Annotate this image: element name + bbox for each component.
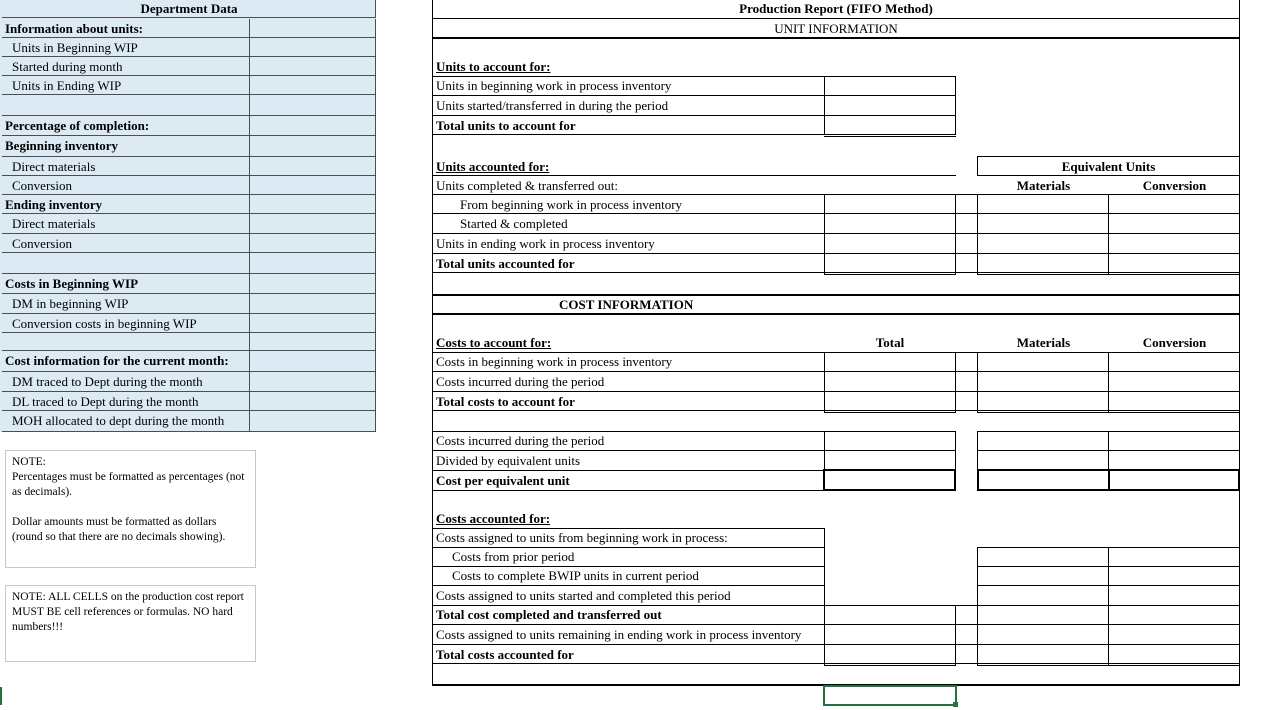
row-label-cell[interactable] [2,214,250,233]
total-cost-completed-label: Total cost completed and transferred out [436,607,662,622]
units-accounted-value-cells[interactable] [824,194,1240,274]
costs-accounted-for-label: Costs accounted for: [436,511,551,526]
row-label: Ending inventory [5,197,103,212]
units-completed-label: Units completed & transferred out: [436,178,618,193]
department-data-row [2,314,376,333]
note-box-cell-references [5,585,256,662]
units-accounted-for-label: Units accounted for: [436,159,550,174]
row-value-cell[interactable] [250,411,376,431]
department-data-row [2,234,376,253]
costs-complete-bwip-label: Costs to complete BWIP units in current period [452,568,699,583]
unit-information-heading: UNIT INFORMATION [774,21,898,36]
row-label: MOH allocated to dept during the month [12,413,225,428]
row-value-cell[interactable] [250,38,376,56]
row-value-cell[interactable] [250,351,376,371]
row-label-cell[interactable] [2,274,250,293]
costs-beginning-label: Costs in beginning work in process inventory [436,354,673,369]
report-title: Production Report (FIFO Method) [739,1,933,16]
total-units-accounted-label: Total units accounted for [436,256,575,271]
cost-per-eu-materials-cell[interactable] [977,469,1110,491]
department-data-row [2,76,376,95]
units-ending-label: Units in ending work in process inventory [436,236,655,251]
row-label: DL traced to Dept during the month [12,394,199,409]
costs-ending-label: Costs assigned to units remaining in ending work in process inventory [436,627,802,642]
costs-incurred-label: Costs incurred during the period [436,374,605,389]
total-units-to-account-label: Total units to account for [436,118,576,133]
row-value-cell[interactable] [250,214,376,233]
total-costs-to-account-label: Total costs to account for [436,394,575,409]
note-box-formatting [5,450,256,568]
department-data-row [2,176,376,195]
units-to-account-for-label: Units to account for: [436,59,551,74]
conversion-col-label-units: Conversion [1142,178,1207,193]
row-value-cell[interactable] [250,116,376,135]
fill-handle[interactable] [953,702,958,707]
row-value-cell[interactable] [250,176,376,194]
row-label-cell[interactable] [2,57,250,75]
note-cell-references: NOTE: ALL CELLS on the production cost report MUST BE cell references or formulas. NO hard numbers!!! [12,591,244,633]
row-label-cell[interactable] [2,372,250,391]
department-data-row [2,392,376,411]
row-value-cell[interactable] [250,274,376,293]
department-data-row [2,19,376,38]
row-label-cell[interactable] [2,351,250,371]
row-value-cell[interactable] [250,19,376,37]
costs-to-account-for-label: Costs to account for: [436,335,552,350]
units-beginning-label: Units in beginning work in process inventory [436,78,672,93]
department-data-title-cell[interactable] [2,0,376,18]
total-costs-accounted-label: Total costs accounted for [436,647,574,662]
department-data-row [2,57,376,76]
row-value-cell[interactable] [250,136,376,156]
row-label: Costs in Beginning WIP [5,276,139,291]
cost-per-eu-total-cell[interactable] [823,469,956,491]
row-label: Information about units: [5,21,143,36]
row-label: Direct materials [12,159,96,174]
units-started-label: Units started/transferred in during the period [436,98,669,113]
row-label-cell[interactable] [2,136,250,156]
row-value-cell[interactable] [250,253,376,273]
row-label-cell[interactable] [2,19,250,37]
row-label: Units in Ending WIP [12,78,122,93]
row-label: Conversion costs in beginning WIP [12,316,197,331]
selected-cell[interactable] [823,685,957,706]
row-label-cell[interactable] [2,392,250,410]
materials-col-label-costs: Materials [1016,335,1071,350]
row-label-cell[interactable] [2,116,250,135]
note-heading: NOTE: [12,456,46,468]
blank-row [2,95,376,116]
row-label-cell[interactable] [2,253,250,273]
row-value-cell[interactable] [250,392,376,410]
department-data-panel [0,0,376,432]
from-beginning-label: From beginning work in process inventory [460,197,683,212]
row-label-cell[interactable] [2,333,250,350]
costs-to-account-value-cells[interactable] [824,352,1240,412]
row-label: Conversion [12,178,72,193]
row-label-cell[interactable] [2,411,250,431]
department-data-row [2,157,376,176]
total-units-to-account-value-cell[interactable] [824,115,956,135]
costs-accounted-value-cells[interactable] [824,547,1240,665]
row-label: Started during month [12,59,123,74]
cost-per-eu-conversion-cell[interactable] [1108,469,1240,491]
row-label-cell[interactable] [2,157,250,175]
costs-prior-period-label: Costs from prior period [452,549,575,564]
blank-row [2,253,376,274]
divided-by-eu-label: Divided by equivalent units [436,453,581,468]
row-label-cell[interactable] [2,314,250,332]
row-value-cell[interactable] [250,333,376,350]
total-col-label: Total [875,335,905,350]
row-label-cell[interactable] [2,234,250,252]
costs-incurred-eu-label: Costs incurred during the period [436,433,605,448]
department-data-row [2,195,376,214]
row-label-cell[interactable] [2,294,250,313]
row-label: Percentage of completion: [5,118,150,133]
costs-started-completed-label: Costs assigned to units started and completed this period [436,588,731,603]
row-label: Conversion [12,236,72,251]
department-data-row [2,294,376,314]
panel-bottom-border [2,431,376,432]
row-value-cell[interactable] [250,76,376,94]
row-value-cell[interactable] [250,57,376,75]
row-label: DM in beginning WIP [12,296,129,311]
note-percentages: Percentages must be formatted as percentages (not as decimals). [12,471,245,498]
row-value-cell[interactable] [250,294,376,313]
row-label-cell[interactable] [2,76,250,94]
department-data-row [2,372,376,392]
materials-col-label-units: Materials [1016,178,1071,193]
cost-per-eu-label: Cost per equivalent unit [436,473,570,488]
units-beginning-value-cell[interactable] [824,76,956,96]
row-label: Cost information for the current month: [5,353,229,368]
conversion-col-label-costs: Conversion [1142,335,1207,350]
department-data-row [2,136,376,157]
note-dollars: Dollar amounts must be formatted as dollars (round so that there are no decimals showing). [12,516,226,543]
department-data-row [2,274,376,294]
row-label-cell[interactable] [2,176,250,194]
equivalent-units-label: Equivalent Units [1061,159,1156,174]
row-value-cell[interactable] [250,314,376,332]
row-label-cell[interactable] [2,38,250,56]
department-data-row [2,411,376,432]
row-value-cell[interactable] [250,157,376,175]
department-data-row [2,116,376,136]
department-data-title: Department Data [140,1,238,16]
cell-cursor-marker [0,687,2,705]
row-label-cell[interactable] [2,195,250,213]
blank-row [2,333,376,351]
department-data-row [2,38,376,57]
department-data-row [2,351,376,372]
row-value-cell[interactable] [250,195,376,213]
row-label: Beginning inventory [5,138,119,153]
row-value-cell[interactable] [250,95,376,115]
cost-information-heading: COST INFORMATION [559,297,694,312]
department-data-row [2,214,376,234]
row-label: DM traced to Dept during the month [12,374,203,389]
costs-assigned-beginning-label: Costs assigned to units from beginning work in process: [436,530,728,545]
units-started-value-cell[interactable] [824,95,956,116]
row-label: Direct materials [12,216,96,231]
started-completed-label: Started & completed [460,216,568,231]
row-label: Units in Beginning WIP [12,40,138,55]
row-label-cell[interactable] [2,95,250,115]
row-value-cell[interactable] [250,234,376,252]
row-value-cell[interactable] [250,372,376,391]
